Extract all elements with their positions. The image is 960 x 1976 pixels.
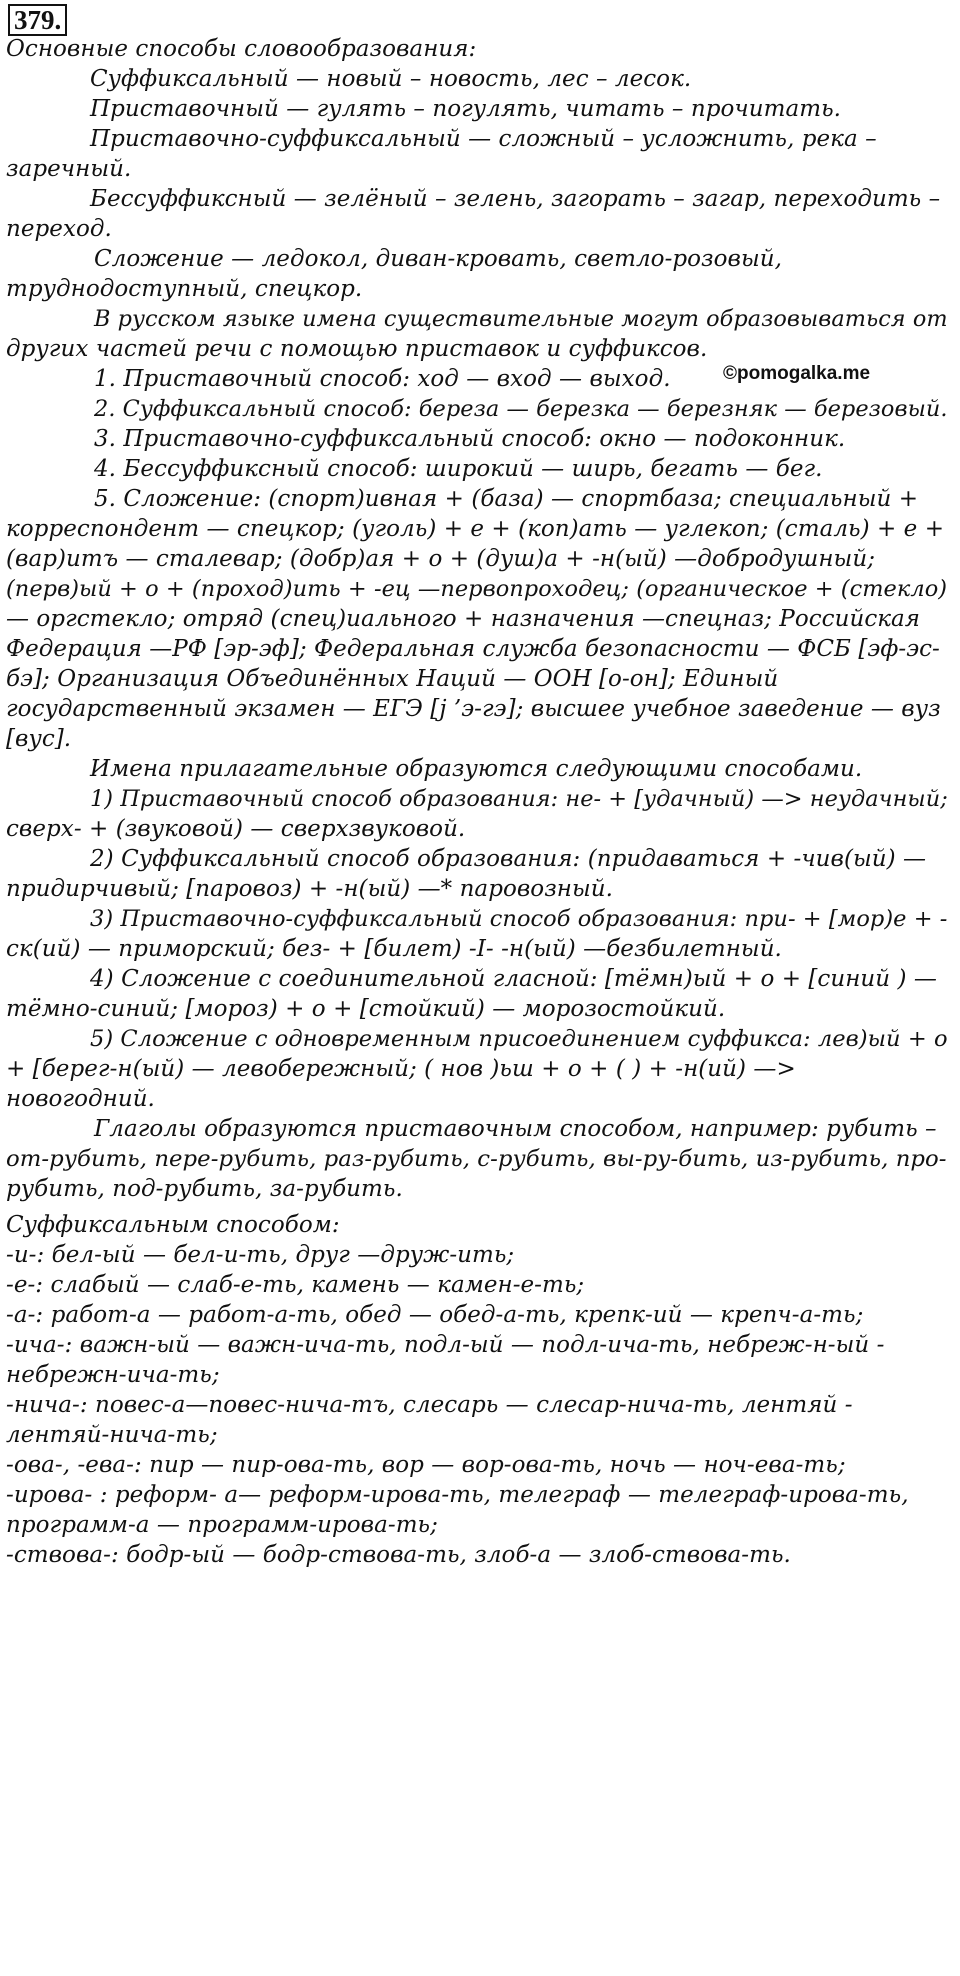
- text-line: (вар)итъ — сталевар; (добр)ая + о + (душ)а + -н(ый) —добродушный;: [6, 546, 876, 572]
- text-line: тёмно-синий; [мороз) + о + [стойкий) — морозостойкий.: [6, 996, 726, 1022]
- text-line: 2) Суффиксальный способ образования: (придаваться + -чив(ый) —: [90, 846, 927, 872]
- text-line: 4. Бессуффиксный способ: широкий — ширь, бегать — бег.: [94, 456, 823, 482]
- text-line: 5) Сложение с одновременным присоединением суффикса: лев)ый + о: [90, 1026, 948, 1052]
- text-line: В русском языке имена существительные могут образовываться от: [94, 306, 948, 332]
- text-line: Федерация —РФ [эр-эф]; Федеральная служба безопасности — ФСБ [эф-эс-: [6, 636, 940, 662]
- text-line: 1) Приставочный способ образования: не- + [удачный) —> неудачный;: [90, 786, 948, 812]
- text-line: сверх- + (звуковой) — сверхзвуковой.: [6, 816, 466, 842]
- text-line: 3) Приставочно-суффиксальный способ образования: при- + [мор)е + -: [90, 906, 948, 932]
- text-line: 2. Суффиксальный способ: береза — березка — березняк — березовый.: [94, 396, 948, 422]
- text-line: -е-: слабый — слаб-е-ть, камень — камен-е-ть;: [6, 1272, 585, 1298]
- text-line: 4) Сложение с соединительной гласной: [тёмн)ый + о + [синий ) —: [90, 966, 937, 992]
- text-line: Бессуффиксный — зелёный – зелень, загорать – загар, переходить –: [90, 186, 941, 212]
- text-line: от-рубить, пере-рубить, раз-рубить, с-рубить, вы-ру-бить, из-рубить, про-: [6, 1146, 947, 1172]
- text-line: небрежн-ича-ть;: [6, 1362, 220, 1388]
- text-line: бэ]; Организация Объединённых Наций — ООН [о-он]; Единый: [6, 666, 779, 692]
- text-line: программ-а — программ-ирова-ть;: [6, 1512, 438, 1538]
- text-line: -а-: работ-а — работ-а-ть, обед — обед-а-ть, крепк-ий — крепч-а-ть;: [6, 1302, 864, 1328]
- text-line: новогодний.: [6, 1086, 155, 1112]
- text-line: заречный.: [6, 156, 132, 182]
- text-line: придирчивый; [паровоз) + -н(ый) —* паровозный.: [6, 876, 614, 902]
- text-line: -ова-, -ева-: пир — пир-ова-ть, вор — вор-ова-ть, ночь — ноч-ева-ть;: [6, 1452, 846, 1478]
- text-line: -нича-: повес-а—повес-нича-тъ, слесарь — слесар-нича-ть, лентяй -: [6, 1392, 853, 1418]
- text-line: Сложение — ледокол, диван-кровать, светло-розовый,: [94, 246, 782, 272]
- text-line: ск(ий) — приморский; без- + [билет) -I- -н(ый) —безбилетный.: [6, 936, 782, 962]
- text-line: -ирова- : реформ- а— реформ-ирова-ть, телеграф — телеграф-ирова-ть,: [6, 1482, 909, 1508]
- text-line: 1. Приставочный способ: ход — вход — выход.: [94, 366, 671, 392]
- text-line: других частей речи с помощью приставок и суффиксов.: [6, 336, 708, 362]
- text-line: -ича-: важн-ый — важн-ича-ть, подл-ый — подл-ича-ть, небреж-н-ый -: [6, 1332, 885, 1358]
- text-line: + [берег-н(ый) — левобережный; ( нов )ьш + о + ( ) + -н(ий) —>: [6, 1056, 796, 1082]
- text-line: 3. Приставочно-суффиксальный способ: окно — подоконник.: [94, 426, 846, 452]
- text-line: Приставочно-суффиксальный — сложный – усложнить, река –: [90, 126, 877, 152]
- text-line: Имена прилагательные образуются следующими способами.: [90, 756, 863, 782]
- text-line: [вус].: [6, 726, 72, 752]
- text-line: Глаголы образуются приставочным способом, например: рубить –: [94, 1116, 937, 1142]
- text-line: (перв)ый + о + (проход)ить + -ец —первопроходец; (органическое + (стекло): [6, 576, 948, 602]
- exercise-number: 379.: [8, 4, 67, 36]
- watermark: ©pomogalka.me: [723, 363, 871, 384]
- text-line: государственный экзамен — ЕГЭ [j ’э-гэ]; высшее учебное заведение — вуз: [6, 696, 941, 722]
- text-line: рубить, под-рубить, за-рубить.: [6, 1176, 403, 1202]
- text-line: 5. Сложение: (спорт)ивная + (база) — спортбаза; специальный +: [94, 486, 919, 512]
- text-line: лентяй-нича-ть;: [6, 1422, 218, 1448]
- text-line: корреспондент — спецкор; (уголь) + е + (коп)ать — углекоп; (сталь) + е +: [6, 516, 945, 542]
- text-line: -ствова-: бодр-ый — бодр-ствова-ть, злоб-а — злоб-ствова-ть.: [6, 1542, 791, 1568]
- text-line: Суффиксальным способом:: [6, 1212, 340, 1238]
- text-line: переход.: [6, 216, 112, 242]
- text-line: труднодоступный, спецкор.: [6, 276, 363, 302]
- text-line: -и-: бел-ый — бел-и-ть, друг —друж-ить;: [6, 1242, 515, 1268]
- text-line: Основные способы словообразования:: [6, 36, 477, 62]
- text-line: Суффиксальный — новый – новость, лес – лесок.: [90, 66, 692, 92]
- text-line: — оргстекло; отряд (спец)иального + назначения —спецназ; Российская: [6, 606, 921, 632]
- text-line: Приставочный — гулять – погулять, читать – прочитать.: [90, 96, 842, 122]
